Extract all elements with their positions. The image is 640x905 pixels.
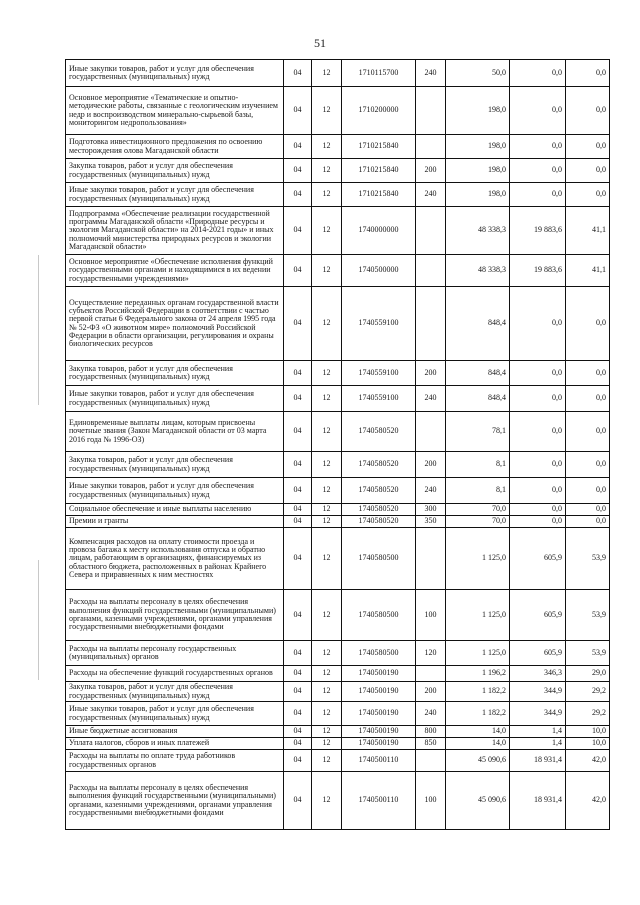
cell-plan: 198,0 (446, 183, 510, 207)
cell-expense-type: 200 (416, 452, 446, 478)
cell-expense-type: 200 (416, 361, 446, 386)
cell-fact: 605,9 (510, 528, 566, 590)
cell-plan: 848,4 (446, 287, 510, 361)
cell-razdel: 04 (284, 159, 312, 183)
cell-expense-type: 120 (416, 641, 446, 666)
table-row (66, 641, 610, 666)
cell-percent: 0,0 (566, 183, 610, 207)
cell-expense-type (416, 287, 446, 361)
table-row (66, 750, 610, 772)
row-name: Единовременные выплаты лицам, которым присвоены почетные звания (Закон Магаданской области от 03 марта 2016 года № 1996-ОЗ) (66, 412, 284, 452)
row-name: Компенсация расходов на оплату стоимости проезда и провоза багажа к месту использования отпуска и обратно лицам, работающим в организациях, финансируемых из областного бюджета, расположенных в районах Крайнего Севера и приравненных к ним местностях (66, 528, 284, 590)
cell-plan: 198,0 (446, 159, 510, 183)
cell-razdel: 04 (284, 255, 312, 287)
table-row (66, 504, 610, 516)
row-name: Расходы на обеспечение функций государственных органов (66, 666, 284, 682)
row-name: Уплата налогов, сборов и иных платежей (66, 738, 284, 750)
cell-expense-type: 100 (416, 772, 446, 830)
cell-percent: 0,0 (566, 386, 610, 412)
cell-podrazdel: 12 (312, 504, 342, 516)
cell-fact: 19 883,6 (510, 207, 566, 255)
cell-plan: 198,0 (446, 87, 510, 135)
table-row (66, 590, 610, 641)
cell-target-article: 1740580520 (342, 478, 416, 504)
cell-target-article: 1740580520 (342, 412, 416, 452)
cell-razdel: 04 (284, 666, 312, 682)
cell-razdel: 04 (284, 478, 312, 504)
scan-artifact-line (38, 560, 39, 680)
table-row (66, 772, 610, 830)
table-row (66, 452, 610, 478)
cell-percent: 0,0 (566, 516, 610, 528)
table-row (66, 361, 610, 386)
row-name: Премии и гранты (66, 516, 284, 528)
cell-expense-type (416, 255, 446, 287)
cell-fact: 0,0 (510, 504, 566, 516)
cell-expense-type: 200 (416, 682, 446, 702)
row-name: Иные закупки товаров, работ и услуг для обеспечения государственных (муниципальных) нужд (66, 386, 284, 412)
cell-plan: 848,4 (446, 386, 510, 412)
cell-target-article: 1740580520 (342, 452, 416, 478)
cell-percent: 42,0 (566, 750, 610, 772)
row-name: Социальное обеспечение и иные выплаты населению (66, 504, 284, 516)
cell-fact: 0,0 (510, 159, 566, 183)
cell-percent: 0,0 (566, 87, 610, 135)
cell-expense-type (416, 207, 446, 255)
cell-razdel: 04 (284, 452, 312, 478)
cell-expense-type: 240 (416, 702, 446, 726)
table-row (66, 528, 610, 590)
cell-target-article: 1740559100 (342, 287, 416, 361)
row-name: Закупка товаров, работ и услуг для обеспечения государственных (муниципальных) нужд (66, 159, 284, 183)
cell-percent: 10,0 (566, 738, 610, 750)
cell-podrazdel: 12 (312, 478, 342, 504)
cell-podrazdel: 12 (312, 255, 342, 287)
table-body (66, 60, 610, 830)
cell-plan: 70,0 (446, 516, 510, 528)
cell-podrazdel: 12 (312, 135, 342, 159)
row-name: Иные закупки товаров, работ и услуг для обеспечения государственных (муниципальных) нужд (66, 183, 284, 207)
cell-expense-type: 240 (416, 60, 446, 87)
cell-razdel: 04 (284, 641, 312, 666)
cell-fact: 0,0 (510, 478, 566, 504)
cell-plan: 8,1 (446, 478, 510, 504)
table-row (66, 738, 610, 750)
table-row (66, 287, 610, 361)
cell-razdel: 04 (284, 287, 312, 361)
cell-target-article: 1740580500 (342, 641, 416, 666)
cell-target-article: 1740500190 (342, 726, 416, 738)
table-row (66, 255, 610, 287)
cell-razdel: 04 (284, 183, 312, 207)
cell-fact: 0,0 (510, 287, 566, 361)
cell-expense-type: 800 (416, 726, 446, 738)
cell-podrazdel: 12 (312, 159, 342, 183)
cell-target-article: 1710215840 (342, 135, 416, 159)
table-row (66, 60, 610, 87)
row-name: Подпрограмма «Обеспечение реализации государственной программы Магаданской области «Природные ресурсы и экология Магаданской области» на 2014-2021 годы» и иных полномочий министерства природных ресурсов и экологии Магаданской области» (66, 207, 284, 255)
cell-podrazdel: 12 (312, 452, 342, 478)
cell-razdel: 04 (284, 726, 312, 738)
cell-percent: 41,1 (566, 207, 610, 255)
cell-expense-type (416, 528, 446, 590)
row-name: Иные бюджетные ассигнования (66, 726, 284, 738)
table-row (66, 135, 610, 159)
row-name: Закупка товаров, работ и услуг для обеспечения государственных (муниципальных) нужд (66, 361, 284, 386)
cell-podrazdel: 12 (312, 528, 342, 590)
cell-plan: 1 182,2 (446, 682, 510, 702)
table-row (66, 702, 610, 726)
cell-percent: 53,9 (566, 590, 610, 641)
cell-razdel: 04 (284, 60, 312, 87)
cell-plan: 1 196,2 (446, 666, 510, 682)
cell-target-article: 1740000000 (342, 207, 416, 255)
row-name: Иные закупки товаров, работ и услуг для обеспечения государственных (муниципальных) нужд (66, 702, 284, 726)
cell-plan: 70,0 (446, 504, 510, 516)
cell-percent: 0,0 (566, 361, 610, 386)
cell-target-article: 1740500190 (342, 682, 416, 702)
cell-percent: 53,9 (566, 641, 610, 666)
cell-expense-type (416, 87, 446, 135)
row-name: Иные закупки товаров, работ и услуг для обеспечения государственных (муниципальных) нужд (66, 60, 284, 87)
cell-plan: 8,1 (446, 452, 510, 478)
table-row (66, 207, 610, 255)
cell-percent: 41,1 (566, 255, 610, 287)
cell-fact: 346,3 (510, 666, 566, 682)
row-name: Подготовка инвестиционного предложения по освоению месторождения олова Магаданской области (66, 135, 284, 159)
cell-podrazdel: 12 (312, 726, 342, 738)
cell-expense-type: 100 (416, 590, 446, 641)
cell-podrazdel: 12 (312, 361, 342, 386)
row-name: Расходы на выплаты по оплате труда работников государственных органов (66, 750, 284, 772)
table-row (66, 478, 610, 504)
cell-plan: 45 090,6 (446, 772, 510, 830)
cell-podrazdel: 12 (312, 738, 342, 750)
cell-percent: 29,2 (566, 682, 610, 702)
cell-razdel: 04 (284, 135, 312, 159)
cell-fact: 19 883,6 (510, 255, 566, 287)
cell-expense-type: 200 (416, 159, 446, 183)
cell-razdel: 04 (284, 504, 312, 516)
row-name: Иные закупки товаров, работ и услуг для обеспечения государственных (муниципальных) нужд (66, 478, 284, 504)
cell-target-article: 1740559100 (342, 386, 416, 412)
cell-expense-type: 240 (416, 386, 446, 412)
cell-target-article: 1740500190 (342, 738, 416, 750)
cell-target-article: 1740500190 (342, 702, 416, 726)
cell-fact: 1,4 (510, 726, 566, 738)
table-row (66, 516, 610, 528)
cell-plan: 1 182,2 (446, 702, 510, 726)
cell-fact: 0,0 (510, 361, 566, 386)
cell-razdel: 04 (284, 412, 312, 452)
cell-razdel: 04 (284, 738, 312, 750)
row-name: Расходы на выплаты персоналу в целях обеспечения выполнения функций государственными (муниципальными) органами, казенными учреждениями, органами управления государственными внебюджетными фондами (66, 772, 284, 830)
cell-plan: 48 338,3 (446, 255, 510, 287)
cell-percent: 53,9 (566, 528, 610, 590)
cell-percent: 0,0 (566, 412, 610, 452)
cell-razdel: 04 (284, 702, 312, 726)
cell-expense-type (416, 750, 446, 772)
cell-percent: 0,0 (566, 287, 610, 361)
cell-razdel: 04 (284, 590, 312, 641)
cell-target-article: 1740580520 (342, 516, 416, 528)
table-row (66, 87, 610, 135)
cell-expense-type: 850 (416, 738, 446, 750)
cell-expense-type: 350 (416, 516, 446, 528)
cell-fact: 344,9 (510, 702, 566, 726)
cell-fact: 0,0 (510, 183, 566, 207)
cell-plan: 1 125,0 (446, 590, 510, 641)
cell-podrazdel: 12 (312, 750, 342, 772)
cell-razdel: 04 (284, 386, 312, 412)
table-row (66, 412, 610, 452)
cell-razdel: 04 (284, 750, 312, 772)
cell-podrazdel: 12 (312, 412, 342, 452)
cell-podrazdel: 12 (312, 641, 342, 666)
cell-fact: 0,0 (510, 516, 566, 528)
cell-plan: 45 090,6 (446, 750, 510, 772)
cell-podrazdel: 12 (312, 183, 342, 207)
cell-plan: 14,0 (446, 738, 510, 750)
cell-target-article: 1740580500 (342, 590, 416, 641)
cell-fact: 0,0 (510, 60, 566, 87)
cell-fact: 344,9 (510, 682, 566, 702)
table-row (66, 666, 610, 682)
cell-target-article: 1740559100 (342, 361, 416, 386)
cell-podrazdel: 12 (312, 590, 342, 641)
cell-plan: 198,0 (446, 135, 510, 159)
cell-podrazdel: 12 (312, 516, 342, 528)
cell-percent: 29,0 (566, 666, 610, 682)
cell-percent: 0,0 (566, 159, 610, 183)
cell-plan: 48 338,3 (446, 207, 510, 255)
cell-percent: 0,0 (566, 452, 610, 478)
cell-plan: 848,4 (446, 361, 510, 386)
table-row (66, 682, 610, 702)
cell-target-article: 1740500000 (342, 255, 416, 287)
cell-fact: 18 931,4 (510, 750, 566, 772)
cell-fact: 0,0 (510, 87, 566, 135)
cell-target-article: 1740580500 (342, 528, 416, 590)
cell-razdel: 04 (284, 207, 312, 255)
cell-target-article: 1740500110 (342, 750, 416, 772)
cell-target-article: 1710215840 (342, 159, 416, 183)
cell-percent: 0,0 (566, 60, 610, 87)
cell-expense-type (416, 412, 446, 452)
cell-podrazdel: 12 (312, 287, 342, 361)
cell-percent: 10,0 (566, 726, 610, 738)
cell-podrazdel: 12 (312, 87, 342, 135)
cell-target-article: 1710115700 (342, 60, 416, 87)
cell-percent: 42,0 (566, 772, 610, 830)
table-row (66, 386, 610, 412)
cell-expense-type (416, 135, 446, 159)
cell-podrazdel: 12 (312, 207, 342, 255)
cell-expense-type: 300 (416, 504, 446, 516)
cell-percent: 0,0 (566, 478, 610, 504)
cell-plan: 14,0 (446, 726, 510, 738)
table-row (66, 159, 610, 183)
cell-razdel: 04 (284, 682, 312, 702)
cell-razdel: 04 (284, 87, 312, 135)
cell-fact: 1,4 (510, 738, 566, 750)
cell-percent: 29,2 (566, 702, 610, 726)
row-name: Основное мероприятие «Тематические и опытно-методические работы, связанные с геологическим изучением недр и воспроизводством минерально-сырьевой базы, мониторингом недропользования» (66, 87, 284, 135)
row-name: Осуществление переданных органам государственной власти субъектов Российской Федерации в соответствии с частью первой статьи 6 Федерального закона от 24 апреля 1995 года № 52-ФЗ «О животном мире» полномочий Российской Федерации в области организации, регулирования и охраны биологических ресурсов (66, 287, 284, 361)
cell-percent: 0,0 (566, 135, 610, 159)
cell-fact: 0,0 (510, 452, 566, 478)
cell-razdel: 04 (284, 361, 312, 386)
cell-fact: 0,0 (510, 412, 566, 452)
cell-plan: 50,0 (446, 60, 510, 87)
cell-expense-type: 240 (416, 183, 446, 207)
cell-razdel: 04 (284, 772, 312, 830)
cell-target-article: 1710200000 (342, 87, 416, 135)
row-name: Расходы на выплаты персоналу в целях обеспечения выполнения функций государственными (муниципальными) органами, казенными учреждениями, органами управления государственными внебюджетными фондами (66, 590, 284, 641)
cell-podrazdel: 12 (312, 682, 342, 702)
cell-target-article: 1710215840 (342, 183, 416, 207)
cell-plan: 78,1 (446, 412, 510, 452)
cell-plan: 1 125,0 (446, 641, 510, 666)
cell-fact: 0,0 (510, 135, 566, 159)
cell-plan: 1 125,0 (446, 528, 510, 590)
budget-table (65, 59, 610, 830)
cell-expense-type (416, 666, 446, 682)
cell-fact: 0,0 (510, 386, 566, 412)
cell-target-article: 1740580520 (342, 504, 416, 516)
cell-target-article: 1740500190 (342, 666, 416, 682)
cell-percent: 0,0 (566, 504, 610, 516)
page-number: 51 (314, 36, 326, 50)
cell-podrazdel: 12 (312, 666, 342, 682)
cell-podrazdel: 12 (312, 772, 342, 830)
scan-artifact-line (38, 255, 39, 405)
cell-razdel: 04 (284, 516, 312, 528)
cell-razdel: 04 (284, 528, 312, 590)
cell-expense-type: 240 (416, 478, 446, 504)
cell-podrazdel: 12 (312, 386, 342, 412)
cell-podrazdel: 12 (312, 702, 342, 726)
table-row (66, 183, 610, 207)
row-name: Основное мероприятие «Обеспечение исполнения функций государственными органами и находящимися в их ведении государственными учреждениями» (66, 255, 284, 287)
cell-podrazdel: 12 (312, 60, 342, 87)
cell-fact: 18 931,4 (510, 772, 566, 830)
cell-target-article: 1740500110 (342, 772, 416, 830)
table-row (66, 726, 610, 738)
cell-fact: 605,9 (510, 641, 566, 666)
cell-fact: 605,9 (510, 590, 566, 641)
row-name: Закупка товаров, работ и услуг для обеспечения государственных (муниципальных) нужд (66, 452, 284, 478)
row-name: Расходы на выплаты персоналу государственных (муниципальных) органов (66, 641, 284, 666)
row-name: Закупка товаров, работ и услуг для обеспечения государственных (муниципальных) нужд (66, 682, 284, 702)
